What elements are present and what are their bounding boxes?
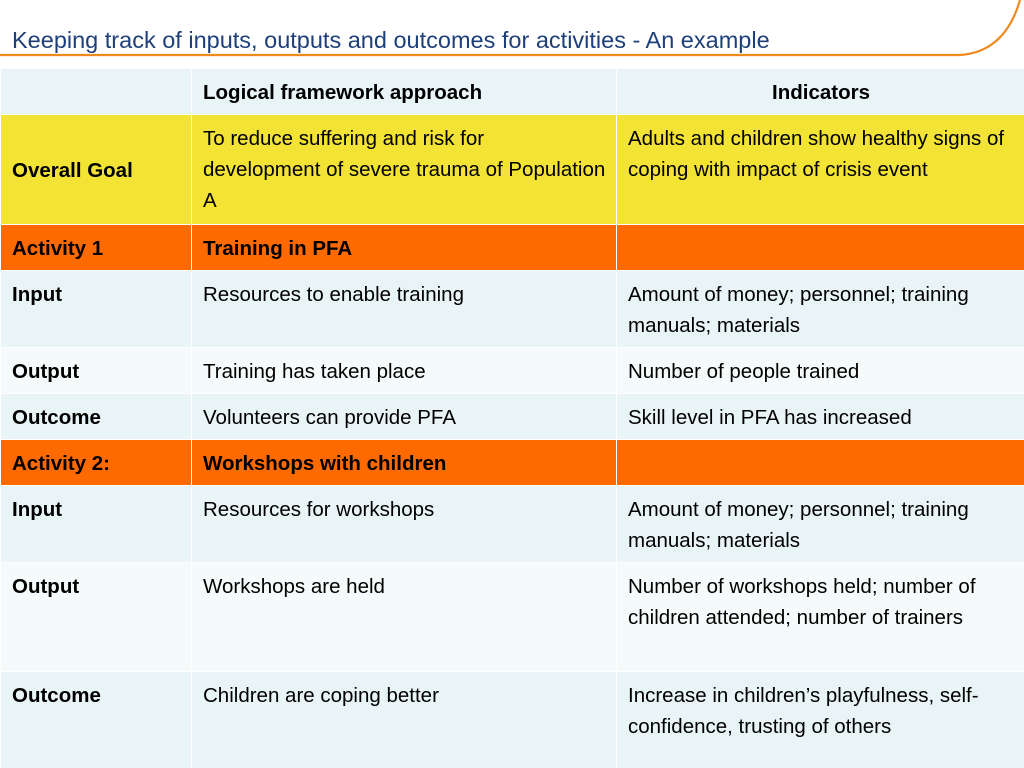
activity-1-name: Training in PFA bbox=[192, 225, 617, 271]
row-indicators: Number of people trained bbox=[617, 348, 1024, 394]
row-approach: Resources for workshops bbox=[192, 486, 617, 563]
row-indicators: Skill level in PFA has increased bbox=[617, 394, 1024, 440]
activity-2-label: Activity 2: bbox=[1, 440, 192, 486]
row-indicators: Number of workshops held; number of children attended; number of trainers bbox=[617, 563, 1024, 672]
row-indicators: Amount of money; personnel; training manuals; materials bbox=[617, 271, 1024, 348]
row-label: Input bbox=[1, 271, 192, 348]
activity-1-empty bbox=[617, 225, 1024, 271]
header-cell-empty bbox=[1, 69, 192, 115]
table-header-row bbox=[1, 69, 1024, 115]
table-row bbox=[1, 563, 1024, 672]
row-approach: Children are coping better bbox=[192, 672, 617, 768]
row-label: Outcome bbox=[1, 394, 192, 440]
table-row bbox=[1, 348, 1024, 394]
table-row bbox=[1, 672, 1024, 768]
table-row bbox=[1, 271, 1024, 348]
row-label: Output bbox=[1, 348, 192, 394]
row-label: Input bbox=[1, 486, 192, 563]
activity-2-name: Workshops with children bbox=[192, 440, 617, 486]
goal-approach: To reduce suffering and risk for development of severe trauma of Population A bbox=[192, 115, 617, 225]
table-row bbox=[1, 486, 1024, 563]
logframe-table bbox=[0, 68, 1024, 768]
slide-title: Keeping track of inputs, outputs and outcomes for activities - An example bbox=[12, 27, 770, 53]
header-cell-indicators: Indicators bbox=[617, 69, 1024, 115]
header-cell-approach: Logical framework approach bbox=[192, 69, 617, 115]
activity-1-label: Activity 1 bbox=[1, 225, 192, 271]
row-indicators: Increase in children’s playfulness, self-confidence, trusting of others bbox=[617, 672, 1024, 768]
row-label: Outcome bbox=[1, 672, 192, 768]
row-label: Output bbox=[1, 563, 192, 672]
table-row bbox=[1, 394, 1024, 440]
row-indicators: Amount of money; personnel; training manuals; materials bbox=[617, 486, 1024, 563]
row-approach: Volunteers can provide PFA bbox=[192, 394, 617, 440]
activity-1-row bbox=[1, 225, 1024, 271]
activity-2-empty bbox=[617, 440, 1024, 486]
goal-indicators: Adults and children show healthy signs of coping with impact of crisis event bbox=[617, 115, 1024, 225]
activity-2-row bbox=[1, 440, 1024, 486]
row-approach: Resources to enable training bbox=[192, 271, 617, 348]
overall-goal-row bbox=[1, 115, 1024, 225]
goal-label: Overall Goal bbox=[1, 115, 192, 225]
row-approach: Workshops are held bbox=[192, 563, 617, 672]
row-approach: Training has taken place bbox=[192, 348, 617, 394]
